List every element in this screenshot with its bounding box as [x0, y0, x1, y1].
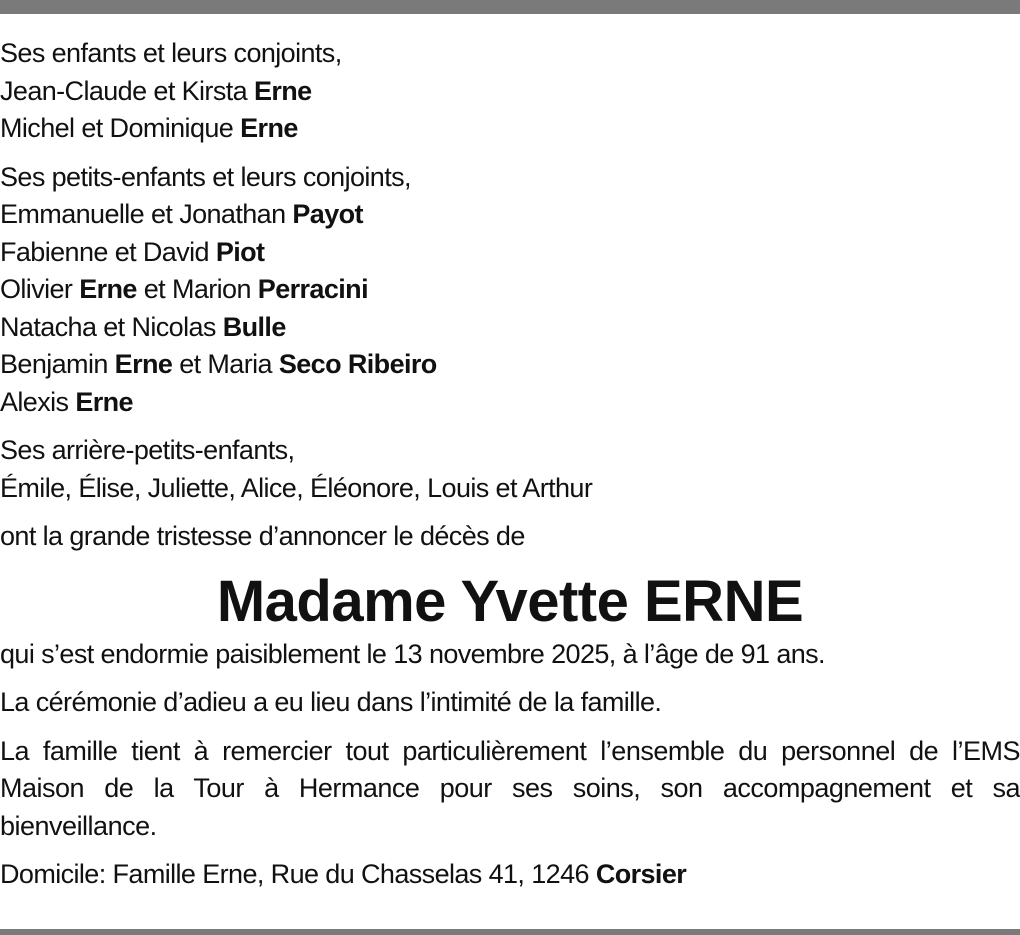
child-couple: [0, 110, 1020, 148]
grandchild-couple: [0, 271, 1020, 309]
top-rule: [0, 0, 1020, 14]
couple-first-names: Alexis: [0, 386, 76, 417]
couple-first-names: Olivier: [0, 274, 80, 304]
couple-first-names: Michel et Dominique: [0, 113, 241, 143]
children-heading: Ses enfants et leurs conjoints,: [0, 38, 342, 68]
couple-first-names: Fabienne et David: [0, 236, 216, 267]
grandchildren-heading: Ses petits-enfants et leurs conjoints,: [0, 161, 411, 192]
grandchildren-list: [0, 196, 1020, 421]
grandchildren-block: [0, 159, 1020, 422]
bottom-rule: [0, 929, 1020, 935]
couple-first-names: Jean-Claude et Kirsta: [0, 75, 254, 106]
announcement-text: ont la grande tristesse d’annoncer le décès de: [0, 521, 525, 551]
couple-first-names: Benjamin: [0, 349, 115, 379]
couple-surname: Seco Ribeiro: [278, 349, 437, 379]
couple-first-names: et Marion: [136, 274, 258, 304]
grandchild-couple: [0, 346, 1020, 384]
couple-first-names: Emmanuelle et Jonathan: [0, 199, 293, 229]
passing-block: [0, 636, 1020, 674]
passing-text: qui s’est endormie paisiblement le 13 novembre 2025, à l’âge de 91 ans.: [0, 638, 825, 669]
great-grandchildren-block: [0, 432, 1020, 507]
deceased-name: Madame Yvette ERNE: [216, 568, 804, 634]
grandchild-couple: [0, 234, 1020, 272]
child-couple: [0, 73, 1020, 111]
great-grandchildren-heading: Ses arrière-petits-enfants,: [0, 435, 295, 465]
domicile-address: Domicile: Famille Erne, Rue du Chasselas 41, 1246: [0, 859, 596, 889]
couple-surname: Bulle: [222, 311, 286, 342]
grandchild-couple: [0, 196, 1020, 234]
obituary-notice: [0, 35, 1020, 905]
announcement-block: [0, 518, 1020, 556]
great-grandchildren-names: Émile, Élise, Juliette, Alice, Éléonore, Louis et Arthur: [0, 472, 593, 503]
couple-surname: Piot: [215, 236, 265, 267]
thanks-paragraph: La famille tient à remercier tout particulièrement l’ensemble du personnel de l’EMS Maison de la Tour à Hermance pour ses soins, son accompagnement et sa bienveillance.: [0, 735, 1020, 841]
couple-first-names: et Maria: [172, 349, 279, 379]
couple-surname: Payot: [292, 199, 363, 229]
couple-first-names: Natacha et Nicolas: [0, 311, 223, 342]
grandchild-couple: [0, 309, 1020, 347]
couple-surname: Erne: [114, 349, 173, 379]
domicile-line: [0, 856, 1020, 894]
couple-surname: Erne: [79, 274, 137, 304]
grandchild-couple: [0, 384, 1020, 422]
domicile-town: Corsier: [595, 859, 687, 889]
children-block: [0, 35, 1020, 148]
couple-surname: Erne: [240, 113, 298, 143]
couple-surname: Erne: [253, 75, 312, 106]
ceremony-block: [0, 684, 1020, 722]
couple-surname: Perracini: [257, 274, 368, 304]
couple-surname: Erne: [75, 386, 133, 417]
ceremony-text: La cérémonie d’adieu a eu lieu dans l’intimité de la famille.: [0, 687, 662, 717]
domicile-block: [0, 856, 1020, 894]
